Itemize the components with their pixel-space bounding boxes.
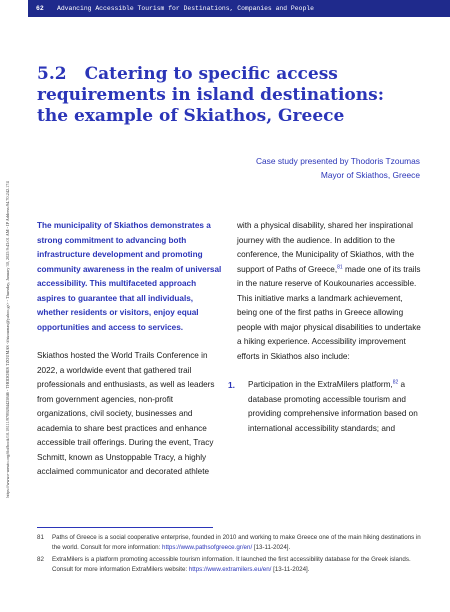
byline-presenter: Case study presented by Thodoris Tzoumas	[255, 156, 420, 166]
list-item-text	[248, 378, 422, 436]
list-item	[228, 378, 422, 436]
list-text: Participation in the ExtraMilers platform,	[248, 380, 393, 389]
paragraph-text: made one of its trails in the nature reserve of Koukounaries accessible. This initiative marks a landmark achievement, being one of the first paths in Greece allowing people with major physical disabilities to undertake a hiking experience. Accessibility improvement efforts in Skiathos also include:	[237, 264, 421, 361]
list-text: a database promoting accessible tourism and providing comprehensive information based on international accessibility standards; and	[248, 380, 418, 433]
left-column	[37, 219, 222, 480]
body-paragraph	[237, 219, 422, 364]
footnote	[37, 533, 425, 552]
list-marker: 1.	[228, 380, 235, 390]
download-watermark	[0, 82, 12, 612]
section-number: 5.2	[37, 64, 67, 84]
footnote	[37, 555, 425, 574]
footnote-date: [13-11-2024].	[252, 543, 291, 551]
footnote-ref[interactable]: 81	[337, 263, 343, 270]
footnote-link[interactable]: https://www.pathsofgreece.gr/en/	[162, 543, 253, 551]
footnote-number: 82	[37, 556, 44, 564]
footnote-date: [13-11-2024].	[271, 565, 310, 573]
footnote-text: Paths of Greece is a social cooperative enterprise, founded in 2010 and working to make Greece one of the main hiking destinations in the world. Consult for more information:	[52, 534, 421, 551]
footnote-divider	[37, 527, 213, 528]
byline-role: Mayor of Skiathos, Greece	[320, 170, 420, 180]
lead-paragraph: The municipality of Skiathos demonstrates a strong commitment to advancing both infrastructure development and promoting community awareness in the realm of universal accessibility. This multifaceted approach aspires to guarantee that all individuals, whether residents or visitors, enjoy equal opportunities and access to services.	[37, 221, 222, 332]
footnote-ref[interactable]: 82	[392, 379, 399, 386]
byline	[256, 154, 420, 182]
paragraph-text: with a physical disability, shared her inspirational journey with the audience. In addition to the conference, the Municipality of Skiathos, with the support of Paths of Greece,	[237, 221, 415, 274]
section-title	[37, 64, 417, 127]
body-paragraph: Skiathos hosted the World Trails Conference in 2022, a worldwide event that gathered trail professionals and enthusiasts, as well as leaders from government agencies, non-profit organizations, civil society, businesses and academia to share best practices and enhance accessible trail offerings. During the event, Tracy Schmitt, known as Unstoppable Tracy, a highly acclaimed communicator and decorated athlete	[37, 351, 215, 476]
download-watermark-text: https://www.e-unwto.org/doi/book/10.18111/9789284425846 - THODORIS TZOUMAS <thtzoumas@yahoo.gr> - Thursday, January 30, 2025 9:43:01 AM - IP Address:94.70.242.174	[5, 181, 10, 498]
running-header	[28, 0, 450, 17]
page-number: 62	[36, 5, 44, 12]
footnote-link[interactable]: https://www.extramilers.eu/en/	[188, 565, 272, 573]
footnote-text: ExtraMilers is a platform promoting accessible tourism information. It launched the first accessibility database for the Greek islands. Consult for more information ExtraMilers website:	[52, 556, 411, 573]
right-column	[228, 219, 422, 436]
running-title: Advancing Accessible Tourism for Destinations, Companies and People	[57, 5, 314, 12]
section-title-text: Catering to specific access requirements in island destinations: the example of Skiathos, Greece	[37, 64, 384, 126]
footnote-number: 81	[37, 534, 44, 541]
footnotes	[37, 533, 425, 577]
